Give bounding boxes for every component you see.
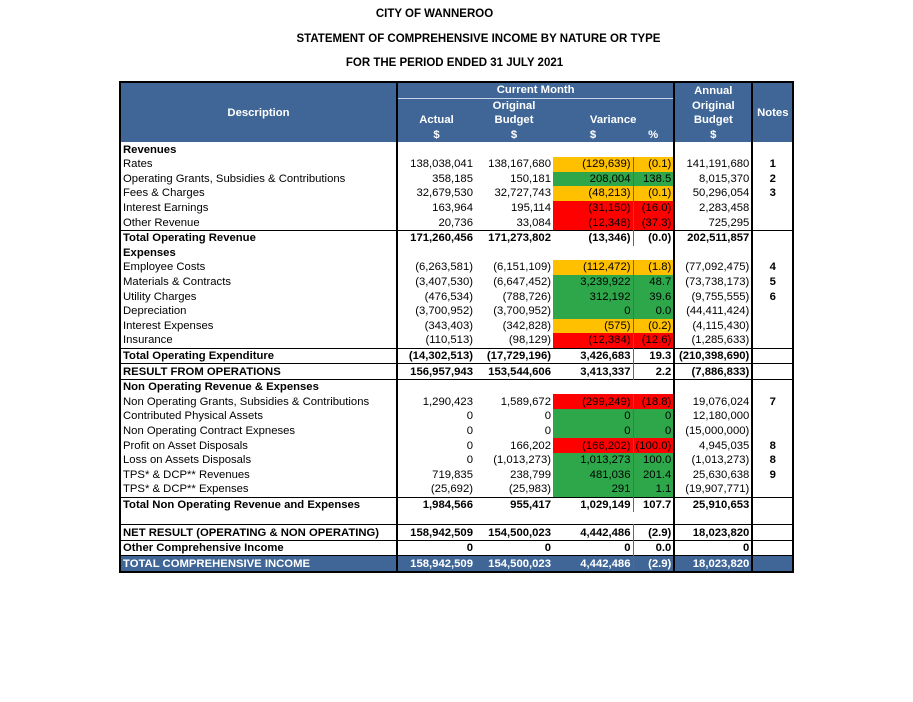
variance-cell: 0 — [553, 424, 633, 439]
annual-budget-cell: (77,092,475) — [674, 260, 752, 275]
variance-cell: 3,426,683 — [553, 348, 633, 364]
row-label: Total Operating Revenue — [120, 230, 397, 245]
variance-percent-cell: (0.2) — [633, 319, 674, 334]
note-cell — [752, 540, 793, 556]
row-label: Other Comprehensive Income — [120, 540, 397, 556]
annual-header: Annual — [674, 82, 752, 98]
annual-budget-cell: 18,023,820 — [674, 525, 752, 541]
actual-cell: (3,407,530) — [415, 276, 473, 289]
table-row — [120, 157, 793, 172]
row-label: Utility Charges — [120, 289, 397, 304]
row-label: Other Revenue — [120, 215, 397, 230]
actual-cell: (6,263,581) — [415, 261, 473, 274]
budget-cell: (17,729,196) — [475, 348, 553, 364]
col-actual-header: Actual — [397, 113, 475, 128]
note-cell — [752, 319, 793, 334]
annual-original-header: Original — [674, 98, 752, 113]
blank-cell — [553, 512, 633, 525]
blank-cell — [475, 512, 553, 525]
row-label: Depreciation — [120, 304, 397, 319]
actual-cell: 32,679,530 — [416, 187, 473, 200]
annual-budget-cell: 12,180,000 — [674, 409, 752, 424]
row-label: Total Non Operating Revenue and Expenses — [120, 497, 397, 512]
note-cell — [752, 497, 793, 512]
table-header — [120, 82, 793, 142]
budget-cell: (6,151,109) — [493, 261, 551, 274]
row-label: Contributed Physical Assets — [120, 409, 397, 424]
row-label: RESULT FROM OPERATIONS — [120, 364, 397, 380]
statement-title: STATEMENT OF COMPREHENSIVE INCOME BY NATURE OR TYPE — [296, 33, 661, 45]
row-label: Loss on Assets Disposals — [120, 453, 397, 468]
note-cell — [752, 482, 793, 497]
note-cell: 6 — [752, 289, 793, 304]
blank-cell — [752, 512, 793, 525]
table-row — [120, 172, 793, 187]
table-body — [120, 142, 793, 572]
actual-cell: (110,513) — [425, 334, 473, 347]
actual-cell: 0 — [466, 454, 473, 467]
empty-cell — [397, 142, 475, 157]
row-label: Insurance — [120, 333, 397, 348]
variance-percent-cell: (0.1) — [633, 157, 674, 172]
annual-budget-cell: (73,738,173) — [674, 275, 752, 290]
annual-budget-cell: (1,013,273) — [674, 453, 752, 468]
actual-cell: 1,984,566 — [397, 497, 475, 512]
row-label: Non Operating Grants, Subsidies & Contributions — [120, 394, 397, 409]
annual-budget-cell: 4,945,035 — [674, 438, 752, 453]
variance-percent-cell: (100.0) — [633, 438, 674, 453]
note-cell: 7 — [752, 394, 793, 409]
empty-cell — [553, 246, 633, 261]
row-label: Non Operating Contract Expneses — [120, 424, 397, 439]
empty-cell — [397, 246, 475, 261]
actual-unit: $ — [397, 128, 475, 143]
variance-percent-cell: (2.9) — [633, 525, 674, 541]
variance-percent-cell: (37.3) — [633, 215, 674, 230]
actual-cell: 0 — [397, 540, 475, 556]
actual-cell: 20,736 — [438, 216, 473, 229]
budget-unit: $ — [475, 128, 553, 143]
budget-cell: 150,181 — [510, 172, 551, 185]
empty-cell — [674, 246, 752, 261]
row-label: Total Operating Expenditure — [120, 348, 397, 364]
variance-percent-cell: 39.6 — [633, 289, 674, 304]
budget-cell: 955,417 — [475, 497, 553, 512]
table-row — [120, 201, 793, 216]
actual-cell: 171,260,456 — [397, 230, 475, 245]
variance-cell: (299,249) — [553, 394, 633, 409]
variance-cell: 291 — [553, 482, 633, 497]
row-label: Interest Expenses — [120, 319, 397, 334]
table-row — [120, 319, 793, 334]
actual-cell: (343,403) — [424, 319, 473, 332]
note-cell — [752, 348, 793, 364]
table-row — [120, 438, 793, 453]
section-label: Expenses — [120, 246, 397, 261]
budget-cell: 238,799 — [510, 468, 551, 481]
annual-budget-cell: 18,023,820 — [674, 556, 752, 572]
variance-percent-cell: 0.0 — [633, 540, 674, 556]
budget-cell: 32,727,743 — [494, 187, 551, 200]
empty-cell — [633, 142, 674, 157]
empty-cell — [674, 379, 752, 394]
variance-percent-cell: 48.7 — [633, 275, 674, 290]
empty-cell — [633, 246, 674, 261]
budget-cell: (788,726) — [502, 290, 551, 303]
variance-percent-cell: 19.3 — [633, 348, 674, 364]
col-description-header: Description — [120, 82, 397, 142]
total-row — [120, 525, 793, 541]
variance-percent-cell: 2.2 — [633, 364, 674, 380]
note-cell: 8 — [752, 438, 793, 453]
row-label: Interest Earnings — [120, 201, 397, 216]
annual-budget-cell: (4,115,430) — [674, 319, 752, 334]
annual-budget-cell: (210,398,690) — [674, 348, 752, 364]
row-label: TPS* & DCP** Revenues — [120, 467, 397, 482]
annual-budget-cell: (7,886,833) — [674, 364, 752, 380]
row-label: TOTAL COMPREHENSIVE INCOME — [120, 556, 397, 572]
note-cell — [752, 201, 793, 216]
income-statement-table — [119, 81, 794, 573]
budget-cell: (3,700,952) — [493, 305, 551, 318]
note-cell — [752, 304, 793, 319]
variance-percent-cell: 100.0 — [633, 453, 674, 468]
row-label: Materials & Contracts — [120, 275, 397, 290]
note-cell: 1 — [752, 157, 793, 172]
variance-cell: 4,442,486 — [553, 525, 633, 541]
table-row — [120, 482, 793, 497]
row-label: TPS* & DCP** Expenses — [120, 482, 397, 497]
table-row — [120, 289, 793, 304]
original-header: Original — [475, 98, 553, 113]
variance-cell: 3,239,922 — [553, 275, 633, 290]
variance-percent-cell: 0 — [633, 409, 674, 424]
note-cell: 5 — [752, 275, 793, 290]
annual-unit: $ — [674, 128, 752, 143]
col-variance-header: Variance — [553, 113, 674, 128]
current-month-header: Current Month — [397, 82, 674, 98]
actual-cell: 719,835 — [432, 468, 473, 481]
empty-cell — [633, 379, 674, 394]
row-label: Rates — [120, 157, 397, 172]
variance-cell: (13,346) — [553, 230, 633, 245]
variance-percent-cell: 0.0 — [633, 304, 674, 319]
total-row — [120, 497, 793, 512]
note-cell: 9 — [752, 467, 793, 482]
variance-percent-cell: (18.8) — [633, 394, 674, 409]
actual-cell: 158,942,509 — [397, 556, 475, 572]
budget-cell: (6,647,452) — [493, 276, 551, 289]
empty-cell — [397, 379, 475, 394]
annual-budget-cell: 25,630,638 — [674, 467, 752, 482]
note-cell — [752, 409, 793, 424]
blank-cell — [674, 512, 752, 525]
note-cell — [752, 364, 793, 380]
annual-budget-cell: 0 — [674, 540, 752, 556]
budget-cell: 0 — [475, 540, 553, 556]
empty-cell — [674, 142, 752, 157]
actual-cell: 0 — [466, 410, 473, 423]
actual-cell: 358,185 — [432, 172, 473, 185]
table-row — [120, 409, 793, 424]
annual-budget-cell: (19,907,771) — [674, 482, 752, 497]
variance-cell: 312,192 — [553, 289, 633, 304]
variance-cell: (166,202) — [553, 438, 633, 453]
section-label: Revenues — [120, 142, 397, 157]
total-row — [120, 230, 793, 245]
actual-cell: 1,290,423 — [422, 395, 473, 408]
variance-percent-cell: 138.5 — [633, 172, 674, 187]
actual-cell: 156,957,943 — [397, 364, 475, 380]
variance-percent-cell: (0.1) — [633, 186, 674, 201]
actual-cell: (3,700,952) — [415, 305, 473, 318]
budget-cell: 154,500,023 — [475, 556, 553, 572]
row-label: Employee Costs — [120, 260, 397, 275]
organisation-title: CITY OF WANNEROO — [375, 8, 494, 20]
empty-cell — [475, 379, 553, 394]
annual-budget-cell: 725,295 — [674, 215, 752, 230]
spacer-row — [120, 512, 793, 525]
variance-percent-unit: % — [633, 128, 674, 143]
variance-percent-cell: (16.0) — [633, 201, 674, 216]
col-notes-header: Notes — [752, 98, 793, 128]
variance-percent-cell: (0.0) — [633, 230, 674, 245]
annual-budget-cell: 2,283,458 — [674, 201, 752, 216]
budget-cell: (25,983) — [508, 483, 551, 496]
budget-cell: 0 — [544, 410, 551, 423]
budget-cell: 153,544,606 — [475, 364, 553, 380]
variance-cell: 1,013,273 — [553, 453, 633, 468]
variance-percent-cell: (1.8) — [633, 260, 674, 275]
actual-cell: (14,302,513) — [397, 348, 475, 364]
variance-percent-cell: (12.6) — [633, 333, 674, 348]
row-label: Fees & Charges — [120, 186, 397, 201]
section-label: Non Operating Revenue & Expenses — [120, 379, 397, 394]
note-cell: 3 — [752, 186, 793, 201]
row-label: NET RESULT (OPERATING & NON OPERATING) — [120, 525, 397, 541]
table-row — [120, 467, 793, 482]
row-label: Operating Grants, Subsidies & Contributions — [120, 172, 397, 187]
table-row — [120, 186, 793, 201]
variance-percent-cell: 107.7 — [633, 497, 674, 512]
variance-cell: (31,150) — [553, 201, 633, 216]
variance-unit: $ — [553, 128, 633, 143]
note-cell — [752, 556, 793, 572]
annual-budget-cell: 19,076,024 — [674, 394, 752, 409]
budget-cell: 33,084 — [516, 216, 551, 229]
empty-cell — [752, 246, 793, 261]
variance-cell: (575) — [553, 319, 633, 334]
empty-cell — [475, 142, 553, 157]
actual-cell: 158,942,509 — [397, 525, 475, 541]
table-row — [120, 424, 793, 439]
variance-cell: 481,036 — [553, 467, 633, 482]
annual-budget-cell: (9,755,555) — [674, 289, 752, 304]
actual-cell: (25,692) — [430, 483, 473, 496]
budget-cell: 0 — [544, 424, 551, 437]
blank-cell — [120, 512, 397, 525]
note-cell: 8 — [752, 453, 793, 468]
variance-percent-cell: 201.4 — [633, 467, 674, 482]
col-annual-budget-header: Budget — [674, 113, 752, 128]
actual-cell: 0 — [466, 424, 473, 437]
col-budget-header: Budget — [475, 113, 553, 128]
variance-cell: 0 — [553, 409, 633, 424]
variance-cell: 0 — [553, 540, 633, 556]
empty-cell — [752, 379, 793, 394]
variance-cell: 0 — [553, 304, 633, 319]
empty-cell — [475, 246, 553, 261]
note-cell — [752, 230, 793, 245]
budget-cell: 166,202 — [510, 439, 551, 452]
variance-cell: 1,029,149 — [553, 497, 633, 512]
variance-cell: (129,639) — [553, 157, 633, 172]
annual-budget-cell: 202,511,857 — [674, 230, 752, 245]
grand-total-row — [120, 556, 793, 572]
note-cell: 2 — [752, 172, 793, 187]
budget-cell: (342,828) — [502, 319, 551, 332]
table-row — [120, 333, 793, 348]
period-title: FOR THE PERIOD ENDED 31 JULY 2021 — [345, 57, 564, 69]
table-row — [120, 275, 793, 290]
variance-percent-cell: (2.9) — [633, 556, 674, 572]
budget-cell: 154,500,023 — [475, 525, 553, 541]
annual-budget-cell: 25,910,653 — [674, 497, 752, 512]
actual-cell: (476,534) — [424, 290, 473, 303]
empty-cell — [553, 142, 633, 157]
blank-cell — [633, 512, 674, 525]
variance-cell: 3,413,337 — [553, 364, 633, 380]
table-row — [120, 260, 793, 275]
variance-cell: (112,472) — [553, 260, 633, 275]
budget-cell: 138,167,680 — [488, 158, 551, 171]
actual-cell: 163,964 — [432, 202, 473, 215]
section-row — [120, 142, 793, 157]
variance-cell: (48,213) — [553, 186, 633, 201]
annual-budget-cell: (1,285,633) — [674, 333, 752, 348]
section-row — [120, 246, 793, 261]
variance-cell: (12,348) — [553, 215, 633, 230]
note-cell — [752, 215, 793, 230]
empty-cell — [553, 379, 633, 394]
variance-percent-cell: 0 — [633, 424, 674, 439]
variance-cell: (12,384) — [553, 333, 633, 348]
empty-cell — [752, 142, 793, 157]
note-cell — [752, 333, 793, 348]
total-row — [120, 348, 793, 364]
table-row — [120, 304, 793, 319]
budget-cell: 195,114 — [511, 202, 551, 215]
row-label: Profit on Asset Disposals — [120, 438, 397, 453]
actual-cell: 138,038,041 — [410, 158, 473, 171]
note-cell — [752, 424, 793, 439]
blank-cell — [397, 512, 475, 525]
budget-cell: 1,589,672 — [500, 395, 551, 408]
table-row — [120, 215, 793, 230]
note-cell: 4 — [752, 260, 793, 275]
annual-budget-cell: (15,000,000) — [674, 424, 752, 439]
budget-cell: (98,129) — [508, 334, 551, 347]
variance-cell: 208,004 — [553, 172, 633, 187]
annual-budget-cell: 50,296,054 — [674, 186, 752, 201]
budget-cell: 171,273,802 — [475, 230, 553, 245]
note-cell — [752, 525, 793, 541]
variance-percent-cell: 1.1 — [633, 482, 674, 497]
annual-budget-cell: 8,015,370 — [674, 172, 752, 187]
table-row — [120, 394, 793, 409]
annual-budget-cell: 141,191,680 — [674, 157, 752, 172]
table-row — [120, 453, 793, 468]
total-row — [120, 364, 793, 380]
total-row — [120, 540, 793, 556]
section-row — [120, 379, 793, 394]
annual-budget-cell: (44,411,424) — [674, 304, 752, 319]
actual-cell: 0 — [466, 439, 473, 452]
budget-cell: (1,013,273) — [493, 454, 551, 467]
variance-cell: 4,442,486 — [553, 556, 633, 572]
